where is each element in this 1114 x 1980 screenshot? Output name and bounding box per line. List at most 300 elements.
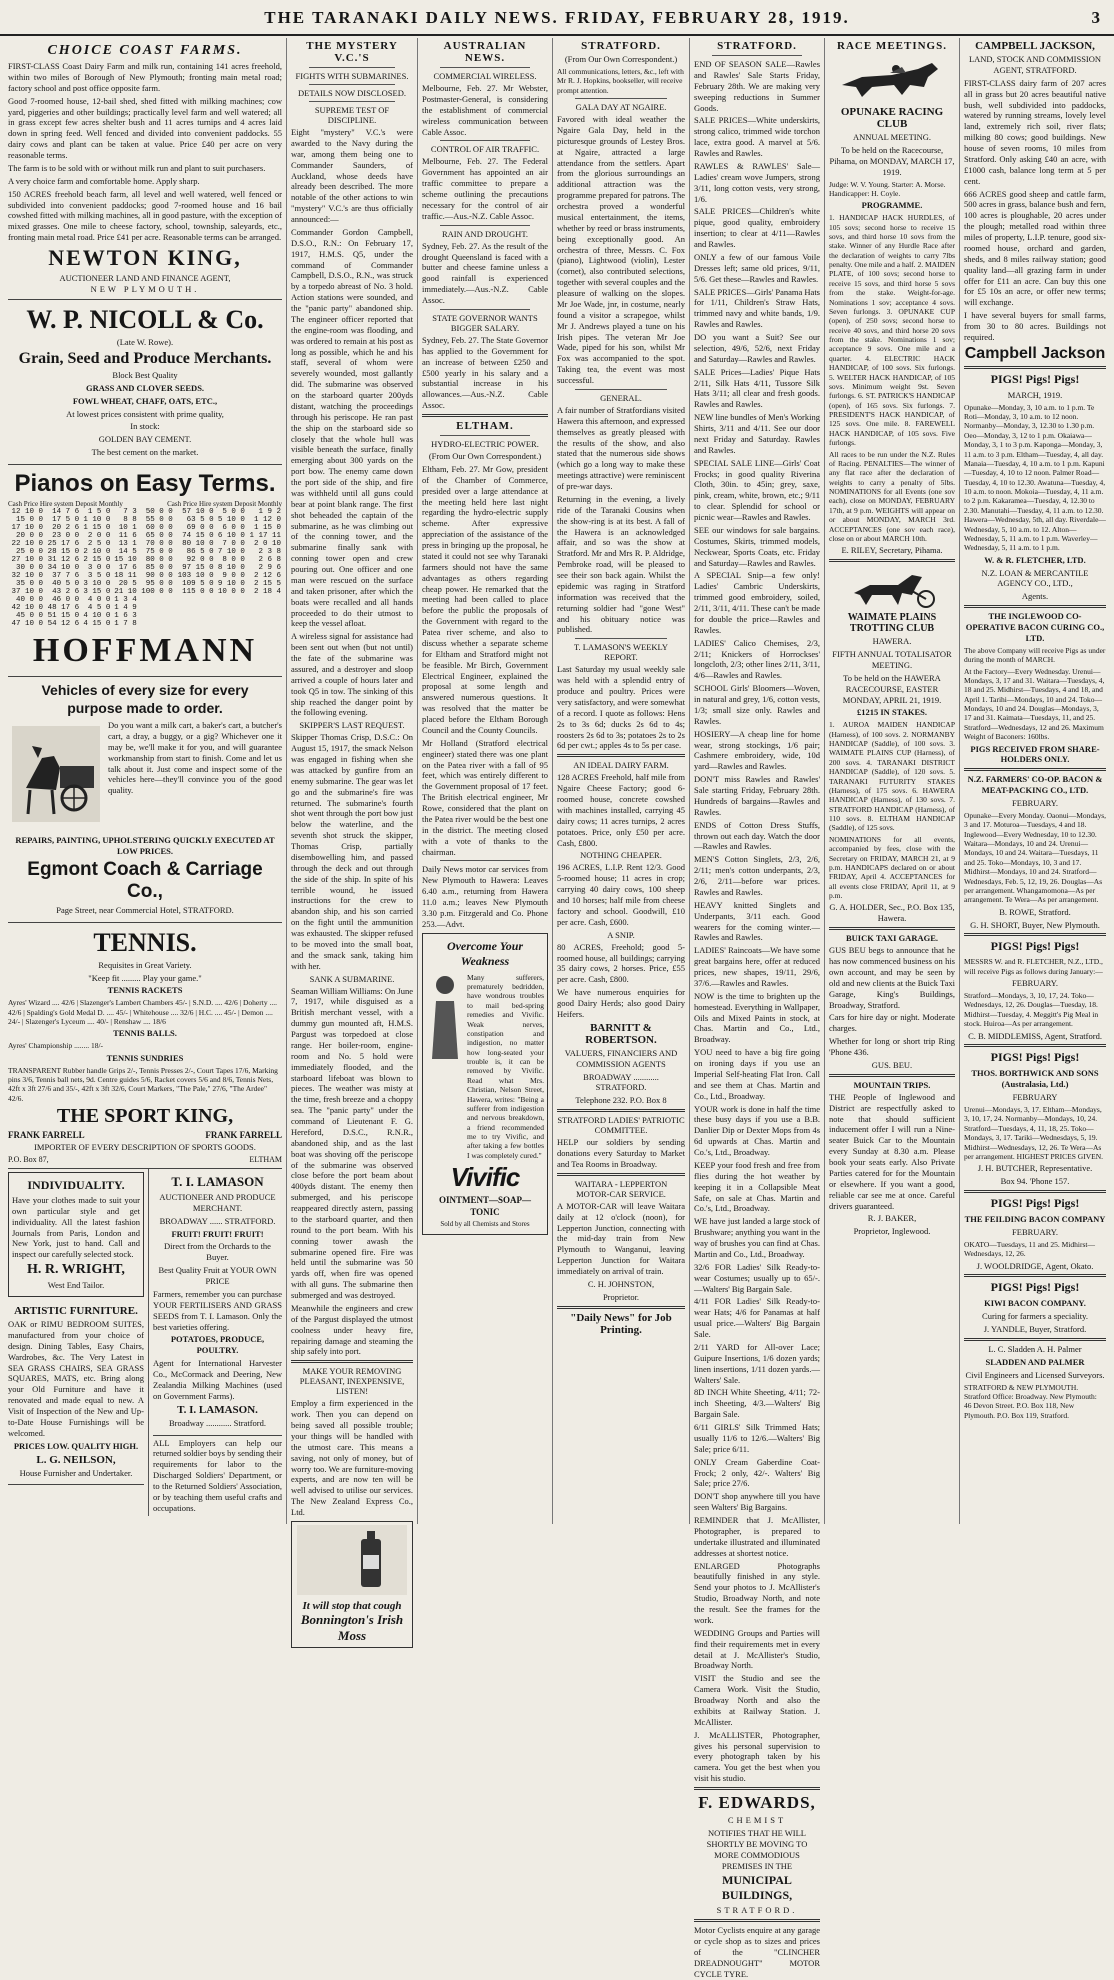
section-heading: RACE MEETINGS. — [837, 40, 947, 52]
ad-text: Judge: W. V. Young. Starter: A. Morse. Handicapper: H. Coyle. — [829, 179, 946, 198]
ad-heading: MAKE YOUR REMOVING PLEASANT, INEXPENSIVE, LISTEN! — [299, 1366, 405, 1397]
ad-text: NOMINATIONS for all events, accompanied by fees, close with the Secretary on FRIDAY, MARCH 21, at 9 p.m. HANDICAPS declared on or about FRIDAY, April 4. ACCEPTANCES for all events close FRIDAY, April 11, at 9 p.m. — [829, 834, 955, 900]
table-cell — [138, 620, 174, 628]
ad-line: FRUIT! FRUIT! FRUIT! — [171, 1228, 264, 1239]
table-cell: 1 4 9 — [114, 604, 137, 612]
table-cell: 3 0 0 — [87, 564, 111, 572]
article-text: Meanwhile the engineers and crew of the Pargust displayed the utmost coolness under heavy fire, repairing damage and steaming the ship safely into port. — [291, 1302, 413, 1357]
ad-line: To be held on the HAWERA RACECOURSE, EASTER MONDAY, APRIL 21, 1919. — [842, 672, 942, 705]
table-cell: 20 0 0 — [16, 532, 44, 540]
ad-heading: OPUNAKE RACING CLUB — [840, 106, 944, 130]
ad-text: Agent for International Harvester Co., McCormack and Deering, New Zealandia Milking Machines (used on Government Farms). — [153, 1358, 282, 1401]
ad-line: To be held on the Racecourse, Pihama, on MONDAY, MARCH 17, 1919. — [829, 144, 955, 177]
table-row — [8, 580, 282, 588]
ad-line: B. ROWE, Stratford. — [999, 906, 1071, 917]
table-cell: 17 10 0 — [11, 524, 44, 532]
ad-line: FIFTH ANNUAL TOTALISATOR MEETING. — [832, 649, 952, 670]
table-cell: 1 10 0 — [83, 516, 111, 524]
ad-name: F. EDWARDS, — [698, 1793, 816, 1812]
table-cell: 50 0 0 — [145, 508, 173, 516]
table-cell: 10 0 0 — [217, 588, 245, 596]
table-cell: 23 0 0 — [52, 532, 80, 540]
section-heading: STRATFORD. — [717, 40, 797, 52]
ad-jobprint: "Daily News" for Job Printing. — [570, 1311, 672, 1336]
table-row — [8, 516, 282, 524]
ad-text: Motor Cyclists enquire at any garage or cycle shop as to sizes and prices of the "CLINCHER DREADNOUGHT" MOTOR CYCLE TYRE. — [694, 1925, 820, 1979]
classified-ad: RAWLES & RAWLES' Sale—Ladies' cream wove Jumpers, strong 3/11, long cotton vests, very strong, 1/6. — [694, 160, 820, 204]
ad-line: MUNICIPAL BUILDINGS, — [721, 1873, 793, 1903]
table-cell: 5 10 0 — [217, 516, 245, 524]
ad-text: The farm is to be sold with or without milk run and plant to suit purchasers. — [8, 162, 266, 173]
ad-text: Ayres' Championship ........ 18/- — [8, 1041, 104, 1051]
table-cell: 8 8 — [123, 516, 137, 524]
ad-line: AUCTIONEER AND PRODUCE MERCHANT. — [159, 1191, 276, 1213]
classified-ad: SALE PRICES—Children's white pique, good quality, embroidery insertion; to clear at 4/11—Rawles and Rawles. — [694, 206, 820, 249]
table-cell: 13 1 — [118, 540, 137, 548]
ad-brand: Vivific — [450, 1162, 520, 1193]
table-cell — [246, 596, 282, 604]
ad-heading: AN IDEAL DAIRY FARM. — [573, 760, 669, 771]
article-byline: (From Our Own Correspondent.) — [564, 54, 678, 64]
ad-heading: STRATFORD LADIES' PATRIOTIC COMMITTEE. — [557, 1115, 685, 1136]
ad-line: Agents. — [1021, 591, 1049, 602]
ad-line: Proprietor, Inglewood. — [853, 1226, 931, 1237]
table-cell: 2 15 0 — [83, 556, 111, 564]
ad-subline: (Late W. Rowe). — [116, 337, 174, 347]
table-cell: 69 0 0 — [186, 524, 214, 532]
ad-text: OKATO—Tuesdays, 11 and 25. Midhirst—Wednesdays, 12, 26. — [964, 1239, 1095, 1259]
column-1 — [4, 38, 287, 1524]
table-cell: 80 0 0 — [145, 556, 173, 564]
ad-subline: Requisites in Great Variety. — [98, 959, 192, 970]
section-label: TENNIS SUNDRIES — [106, 1052, 184, 1063]
article-text: Mr Holland (Stratford electrical engineer) stated there was one plant on the Patea river with a fall of 95 feet, which was entirely different to the Government proposal of 17 feet. The British electrical engineer, Mr Rowe, considered that the plant on the Patea river would be the best one in the district. The meeting closed with a vote of thanks to the chairman. — [422, 737, 548, 857]
table-cell: 46 0 0 — [52, 596, 80, 604]
ad-line: IMPORTER OF EVERY DESCRIPTION OF SPORTS GOODS. — [34, 1142, 256, 1152]
ad-subline: NEW PLYMOUTH. — [90, 284, 200, 294]
classified-ad: SALE Prices—Ladies' Pique Hats 2/11, Silk Hats 4/11, Tussore Silk Hats 3/11; all clear and fresh goods. Rawles and Rawles. — [694, 366, 820, 410]
ad-text: Have your clothes made to suit your own particular style and get individuality. All the latest fashion Journals from Paris, London and New York, just to hand. Call and inspect our carefully selected stock. — [12, 1194, 140, 1260]
table-cell: 1 9 2 — [258, 508, 281, 516]
section-label: TENNIS BALLS. — [113, 1028, 177, 1039]
price-table — [8, 508, 282, 628]
ad-heading: THE INGLEWOOD CO-OPERATIVE BACON CURING CO., LTD. — [965, 611, 1105, 643]
ad-line: The best cement on the market. — [91, 447, 199, 458]
table-cell: 5 0 0 — [222, 508, 245, 516]
table-cell: 1 5 0 — [87, 508, 111, 516]
classified-ad: SPECIAL SALE LINE—Girls' Coat Frocks; in good quality Riverina Cloth, 30in. to 45in; grey, saxe, pink, cream, white, brown, etc.; 9/11 to clear. Splendid for school or picnic wear—Rawles and Rawles. — [694, 457, 820, 522]
table-cell: 1 12 0 — [253, 516, 281, 524]
ad-heading: THOS. BORTHWICK AND SONS (Australasia, Ltd.) — [971, 1068, 1099, 1090]
article-subheading: HYDRO-ELECTRIC POWER. — [431, 439, 539, 449]
classified-ad: SALE PRICES—White underskirts, strong calico, trimmed wide torchon lace, extra good. A marvel at 5/6. Rawles and Rawles. — [694, 115, 820, 158]
table-cell: 57 10 0 — [182, 508, 214, 516]
article-subheading: FIGHTS WITH SUBMARINES. — [295, 71, 409, 81]
table-cell: 43 2 6 — [52, 588, 80, 596]
ad-line: Best Quality Fruit at YOUR OWN PRICE — [158, 1265, 277, 1286]
table-cell: 28 15 0 — [47, 548, 80, 556]
classified-ad: SEE our windows for sale bargains. Costumes, Skirts, trimmed models, Neckwear, Sports Coats, etc. Friday and Saturday—Rawles and Rawles. — [694, 524, 820, 568]
table-cell: 1 15 0 — [83, 524, 111, 532]
column-6 — [825, 38, 960, 1524]
table-cell: 45 0 0 — [16, 612, 44, 620]
ad-heading: MOUNTAIN TRIPS. — [853, 1079, 931, 1090]
table-cell: 75 0 0 — [145, 548, 173, 556]
table-cell: 27 10 0 — [11, 556, 44, 564]
classified-ad: ENDS of Cotton Dress Stuffs, thrown out each day. Watch the door—Rawles and Rawles. — [694, 819, 820, 852]
table-cell: 2 5 0 — [87, 540, 111, 548]
ad-subline: AUCTIONEER LAND AND FINANCE AGENT, — [59, 273, 231, 283]
article-subheading: COMMERCIAL WIRELESS. — [433, 71, 537, 81]
table-cell — [138, 596, 174, 604]
article-text: Sydney, Feb. 27. As the result of the drought Queensland is faced with a butter and cheese famine unless a good rainfall is experienced immediately.—Aus.-N.Z. Cable Assoc. — [422, 240, 548, 305]
ad-employers: ALL Employers can help our returned soldier boys by sending their requirements for labor to the Discharged Soldiers' Department, or to the Returned Soldiers' Association, or by teaching them useful crafts and occupations. — [153, 1437, 282, 1513]
table-cell: 2 6 8 — [258, 556, 281, 564]
trotting-horse-icon — [842, 565, 942, 609]
table-cell: 9 10 0 — [217, 580, 245, 588]
table-cell: 6 0 0 — [222, 524, 245, 532]
page-number: 3 — [1091, 8, 1100, 27]
article-text: A wireless signal for assistance had been sent out when (but not until) the fate of the submarine was assured, and a destroyer and sloop arrived a couple of hours later and took Q5 in tow. The sinking of this ship reached the danger point by the following evening. — [291, 631, 413, 718]
ad-text: Good 7-roomed house, 12-bail shed, shed fitted with milking machines; cow yard, piggeries and other buildings; practically level farm and well watered; all in grass except few acres shelter bush and 11 acres turnips and 4 acres laid down in spring feed. Well fenced and divided into convenient paddocks. 55 dairy cows and plant can be taken at value. Price £40 per acre on very reasonable terms. — [8, 95, 282, 160]
ad-heading: THE FEILDING BACON COMPANY — [964, 1214, 1106, 1224]
table-cell: 6 10 0 — [217, 532, 245, 540]
classified-ad: 8D INCH White Sheeting, 4/11; 72-inch Sheeting, 4/3.—Walters' Big Bargain Sale. — [694, 1387, 820, 1420]
ad-line: LAND, STOCK AND COMMISSION AGENT, STRATFORD. — [968, 54, 1102, 75]
table-cell — [215, 596, 246, 604]
ad-line: £1215 IN STAKES. — [857, 707, 927, 718]
ad-name: GUS. BEU. — [871, 1059, 913, 1070]
ad-slogan: It will stop that cough — [302, 1599, 402, 1612]
article-note: All communications, letters, &c., left with Mr R. J. Hopkins, bookseller, will receive prompt attention. — [557, 66, 684, 95]
ad-text: Urenui—Mondays, 3, 17. Eltham—Mondays, 3, 10, 17, 24. Normanby—Mondays, 10, 24. Stratford—Tuesdays, 4, 11, 18, 25. Toko—Mondays, 3, 17. Tariki—Wednesdays, 5, 19. Midhirst—Wednesdays, 12, 26. Te Wera—As per arrangement. HIGHEST PRICES GIVEN. — [964, 1105, 1104, 1161]
table-row — [8, 508, 282, 516]
ad-line: ANNUAL MEETING. — [852, 132, 932, 142]
article-subheading: RAIN AND DROUGHT. — [441, 228, 529, 239]
table-cell — [138, 612, 174, 620]
table-row — [8, 532, 282, 540]
table-cell: 1 7 8 — [114, 620, 137, 628]
table-cell: 30 0 0 — [16, 564, 44, 572]
table-row — [8, 572, 282, 580]
table-row — [8, 564, 282, 572]
ad-text: 80 ACRES, Freehold; good 5-roomed house, all buildings; carrying 35 dairy cows, 2 horses. Price, £55 per acre. Cash, £800. — [557, 941, 685, 985]
table-cell: 25 0 0 — [16, 548, 44, 556]
ad-line: J. H. BUTCHER, Representative. — [977, 1163, 1093, 1174]
table-row — [8, 524, 282, 532]
classified-ad: SCHOOL Girls' Bloomers—Woven, in natural and grey, 1/6, cotton vests, 1/3; small size only. Rawles and Rawles. — [694, 683, 820, 726]
table-cell: 14 7 6 — [52, 508, 80, 516]
table-cell: 37 10 0 — [11, 588, 44, 596]
table-cell: 2 3 8 — [258, 548, 281, 556]
ad-text: 1. HANDICAP HACK HURDLES, of 105 sovs; second horse to receive 15 sovs, and third horse 10 sovs from the stake. Winner of any Hurdle Race after the declaration of weights to carry 7lbs penalty. One mile and a half. 2. MAIDEN PLATE, of 100 sovs; second horse to receive 15 sovs, and third horse 5 sovs from the stake. Weight-for-age. Nominations 1 sov; acceptance 4 sovs. Seven furlongs. 3. OPUNAKE CUP (open), of 250 sovs; second horse to receive 40 sovs, and third horse 20 sovs from the stake. Nominations 1 sov; acceptance 9 sovs. One mile and a quarter. 4. ELECTRIC HACK HANDICAP, of 100 sovs. Six furlongs. 5. WELTER HACK HANDICAP, of 105 sovs. Minimum weight 9st. Seven furlongs. 6. ST. PATRICK'S HANDICAP (open), of 165 sovs. Six furlongs. 7. PRESIDENT'S HACK HANDICAP, of 125 sovs. One mile. 8. FAREWELL HACK HANDICAP, of 105 sovs. Five furlongs. — [829, 213, 955, 448]
classified-ad: HOSIERY—A cheap line for home wear, strong stockings, 1/6 pair; Cashmere embroidery, wide, 10d yard—Rawles and Rawles. — [694, 728, 820, 772]
ad-heading: INDIVIDUALITY. — [27, 1177, 125, 1192]
table-row — [8, 588, 282, 596]
table-cell: 90 0 0 — [145, 572, 173, 580]
table-cell: 2 0 0 — [87, 532, 111, 540]
table-cell: 37 7 6 — [52, 572, 80, 580]
ad-line: BROADWAY ...... STRATFORD. — [159, 1215, 276, 1226]
ad-line: PROGRAMME. — [861, 200, 923, 211]
ad-line: G. A. HOLDER, Sec., P.O. Box 135, Hawera. — [829, 902, 955, 924]
ad-name: BARNITT & ROBERTSON. — [585, 1021, 657, 1046]
ad-vivific — [422, 933, 548, 1235]
ad-text: Many sufferers, prematurely bedridden, have wondrous troubles to mail bed-spring remedies and Vivific. Weak nerves, constipation and indigestion, no matter how long-seated your trouble is, it can be removed by Vivific. Read what Mrs. Christian, Nelson Street, Hawera, writes: "Being a sufferer from indigestion and nervous breakdown, a friend recommended me to try Vivific, and after taking a few bottles I was completely cured." — [467, 972, 544, 1160]
article-text: Eight "mystery" V.C.'s were awarded to the Navy during the war, among them being one to Commander Saunders, of Auckland, whose deeds have already been described. The more notable of the other actions to win "mystery" V.C.'s are thus officially announced:— — [291, 127, 413, 224]
classified-ad: ONLY a few of our famous Voile Dresses left; same old prices, 9/11, 5/6. Get these—Rawles and Rawles. — [694, 251, 820, 284]
table-header: Cash Price Hire system Deposit Monthly — [167, 500, 282, 508]
racehorse-icon — [832, 55, 952, 103]
ad-line: GRASS AND CLOVER SEEDS. — [85, 382, 205, 393]
ad-text: A MOTOR-CAR will leave Waitara daily at 12 o'clock (noon), for Lepperton Junction, connecting with the mid-day train from New Plymouth to Wanganui, leaving Lepperton Junction for Waitara immediately on arrival of train. — [557, 1200, 685, 1276]
table-cell: 7 3 — [123, 508, 137, 516]
classified-ad: REMINDER that J. McAllister, Photographer, is prepared to undertake illustrated and illuminated addresses at shortest notice. — [694, 1515, 820, 1558]
table-cell: 22 10 0 — [11, 540, 44, 548]
ad-tagline: OINTMENT—SOAP—TONIC — [438, 1195, 531, 1217]
table-cell: 109 5 0 — [182, 580, 214, 588]
table-cell: 8 0 0 — [222, 556, 245, 564]
classified-ad: A SPECIAL Snip—a few only! Ladies' Cambric Underskirts, trimmed good embroidery, soiled, 2/11, 3/11, 4/11. These can't be made for double the price—Rawles and Rawles. — [694, 570, 820, 635]
ad-text: STRATFORD & NEW PLYMOUTH. Stratford Office: Broadway. New Plymouth: 46 Devon Street. P.O. Box 118, New Plymouth. P.O. Box 119, Stratford. — [964, 1382, 1097, 1420]
classified-ad: LADIES' Raincoats—We have some great bargains here, offer at reduced prices, new shapes, 19/11, 29/6, 37/6.—Rawles and Rawles. — [694, 945, 820, 988]
column-5 — [690, 38, 825, 1979]
ad-text: FIRST-CLASS Coast Dairy Farm and milk run, containing 141 acres freehold, within two miles of Borough of New Plymouth; fronting main metal road; factory school and post office opposite farm. — [8, 61, 282, 93]
ad-text: HELP our soldiers by sending donations every Saturday to Market and Tea Rooms in Broadway. — [557, 1137, 685, 1169]
table-row — [8, 556, 282, 564]
ad-line: West End Tailor. — [47, 1280, 105, 1291]
table-cell: 35 0 0 — [16, 580, 44, 588]
ad-line: L. C. Sladden A. H. Palmer — [988, 1344, 1082, 1354]
table-cell — [215, 604, 246, 612]
table-cell: 4 10 0 — [83, 612, 111, 620]
table-row — [8, 540, 282, 548]
pigs-heading: PIGS! Pigs! Pigs! — [990, 1196, 1080, 1210]
table-cell: 7 0 0 — [222, 540, 245, 548]
ad-text: Daily News motor car services from New Plymouth to Hawera: Leaves 6.40 a.m., returning from Hawera 11.0 a.m.; leaves New Plymouth 3.30 p.m. Fitzgerald and Co. Phone 253.—Advt. — [422, 864, 548, 929]
ad-line: Civil Engineers and Licensed Surveyors. — [965, 1369, 1105, 1380]
ad-line: POTATOES, PRODUCE, POULTRY. — [170, 1334, 265, 1356]
ad-heading: ARTISTIC FURNITURE. — [14, 1305, 138, 1317]
ad-line: Curing for farmers a speciality. — [982, 1311, 1088, 1322]
ad-line: Telephone 232. P.O. Box 8 — [575, 1095, 667, 1106]
pigs-heading: PIGS! Pigs! Pigs! — [990, 371, 1080, 386]
ad-heading: Overcome Your Weakness — [446, 938, 524, 968]
ad-name: L. G. NEILSON, — [36, 1453, 116, 1466]
article-text: Skipper Thomas Crisp, D.S.C.: On August 15, 1917, the smack Nelson was engaged in fishing when she was attacked by gunfire from an enemy submarine. The gear was let go and the submarine's fire was returned. The submarine's fourth shot went through the port bow just below the waterline, and the seventh shot struck the skipper, Thomas Crisp, partially disembowelling him, and passed through the deck and out through the side of the ship. In spite of his terrible wound, he issued instructions for the crew to abandon ship, and his son carried on the fight until the ammunition was exhausted. The skipper refused to be moved into the small boat, and the smack sank, taking him with her. — [291, 732, 413, 971]
ad-text: GUS BEU begs to announce that he has now commenced business on his own account, and may be seen by old and new clients at the Buick Taxi Garage, King's Buildings, Broadway, Stratford. — [829, 945, 956, 1010]
ad-heading: WAIMATE PLAINS TROTTING CLUB — [847, 612, 937, 635]
ad-line: Page Street, near Commercial Hotel, STRATFORD. — [56, 904, 234, 915]
table-cell: 51 15 0 — [47, 612, 80, 620]
ad-name: W. & R. FLETCHER, LTD. — [984, 554, 1086, 565]
classified-ad: HEAVY knitted Singlets and Underpants, 3/11 each. Good wearers for the coming winter.—Rawles and Rawles. — [694, 899, 820, 943]
article-text: Favored with ideal weather the Ngaire Gala Day, held in the picturesque grounds of Lestey Bros. at Ngaire, attracted a large attendance from the settlers. Apart from the glorious surroundings an additional attraction was the programme prepared for patrons. The orchestra proved a wonderful musical entertainment, the items, whether by reed or brass instruments, being exceptionally good. An orchestra of three, Messrs. C. Fox (piano), Lightwood (violin), Lester (cornet), also contributed selections, together with several couples and the pleasure of walking on the slopes. Mr Joe Wade, jnr, in costume, nearly found a visitor a scrapegoe, whilst Mr J. Andrews played a tune on his Irish pipes. The veteran Mr Joe Wade, piped for his son, whilst Mr Fox was accompanied to the spot. Taking tea, the event was most successful. — [557, 114, 685, 385]
column-3 — [418, 38, 553, 1524]
table-row — [8, 604, 282, 612]
pigs-heading: PIGS! Pigs! Pigs! — [990, 1050, 1080, 1065]
ad-text: Farmers, remember you can purchase YOUR FERTILISERS AND GRASS SEEDS from T. I. Lamason. Only the best varieties offering. — [153, 1288, 282, 1332]
table-cell: 2 18 4 — [253, 588, 281, 596]
ad-text: Cars for hire day or night. Moderate charges. — [829, 1012, 955, 1034]
ad-name: Egmont Coach & Carriage Co., — [27, 858, 263, 902]
ad-name: H. R. WRIGHT, — [27, 1262, 125, 1278]
article-text: Sydney, Feb. 27. The State Governor has applied to the Government for an increase of between £250 and £500 yearly in his salary and a substantial increase in his allowances.—Aus.-N.Z. Cable Assoc. — [422, 334, 548, 411]
table-cell: 40 0 0 — [16, 596, 44, 604]
article-subheading: CONTROL OF AIR TRAFFIC. — [430, 144, 540, 155]
ad-text: 196 ACRES, L.I.P. Rent 12/3. Good 5-roomed house; 11 acres in crop; carrying 40 dairy cows, 100 sheep and 10 horses; half mile from cheese factory and school. Goodwill, £10 per acre. Cash, £600. — [557, 862, 685, 927]
classified-ad: J. McALLISTER, Photographer, gives his personal supervision to every photograph taken by his camera. You get the best when you visit his studio. — [694, 1729, 820, 1784]
article-text: Returning in the evening, a lively ride of the Taranaki Cousins when the show-ring is at its best. A fall of the Hawera is an acknowledged affair, and so was the show at Stratford. Mr and Mrs R. P. Aldridge, Pembroke road, will be pleased to see their son back again. Whilst the epidemic was raging in Stratford information was received that the returning soldier had "gone West" and his obituary notice was published. — [557, 493, 685, 635]
classified-ad: NEW line bundles of Men's Working Shirts, 3/11 and 4/11. See our door next Friday and Saturday. Rawles and Rawles. — [694, 412, 820, 455]
table-cell: 4 15 0 — [83, 620, 111, 628]
ad-bonnington — [291, 1521, 413, 1648]
masthead — [0, 0, 1114, 36]
ad-name: T. I. LAMASON — [171, 1173, 264, 1189]
ad-line: FEBRUARY. — [1012, 798, 1058, 808]
classified-ad: WE have just landed a large stock of Brushware; anything you want in the way of brushes you can find at Chas. Martin and Co., Ltd., Broadway. — [694, 1216, 820, 1259]
ad-text: The above Company will receive Pigs as under during the month of MARCH. — [964, 645, 1106, 665]
article-subheading: T. LAMASON'S WEEKLY REPORT. — [573, 642, 669, 663]
ad-individuality — [8, 1172, 144, 1297]
table-cell: 42 10 0 — [11, 604, 44, 612]
ad-text: I have several buyers for small farms, from 30 to 80 acres. Buildings not required. — [964, 310, 1106, 342]
ad-title: Grain, Seed and Produce Merchants. — [18, 349, 272, 367]
classified-ad: LADIES' Calico Chemises, 2/3, 2/11; Knickers of Horrockses' longcloth, 2/3; other lines 2/11, 3/11, 4/6—Rawles and Rawles. — [694, 637, 820, 681]
table-cell: 55 0 0 — [145, 516, 173, 524]
ad-line: MARCH, 1919. — [1007, 389, 1063, 400]
ad-box: P.O. Box 87, — [8, 1154, 49, 1164]
ad-text: MESSRS W. and R. FLETCHER, N.Z., LTD., will receive Pigs as follows during January:— — [964, 957, 1103, 976]
article-heading: ELTHAM. — [456, 420, 514, 432]
ad-name: R. J. BAKER, — [867, 1213, 917, 1224]
table-cell: 32 10 0 — [11, 572, 44, 580]
woman-illustration-icon — [426, 971, 464, 1061]
ad-text: Stratford—Mondays, 3, 10, 17, 24. Toko—Wednesdays, 12, 26. Douglas—Tuesday, 18. Midhirst—Tuesday, 4. Meggitt's Pig Meal in stock. Huiroa—As per arrangement. — [964, 991, 1099, 1029]
ad-text: All races to be run under the N.Z. Rules of Racing. PENALTIES—The winner of any flat race after the declaration of weights to carry a penalty of 5lbs. NOMINATIONS for all Events (one sov each), close on MONDAY, FEBRUARY 17th, at 9 p.m. WEIGHTS will appear on or about MONDAY, MARCH 3rd. ACCEPTANCES (one sov each race), close on or about MARCH 10th. — [829, 449, 955, 543]
section-label: TENNIS RACKETS — [107, 985, 183, 996]
ad-heading: Pianos on Easy Terms. — [14, 470, 276, 497]
ad-name: NEWTON KING, — [48, 245, 242, 270]
ad-line: Proprietor. — [602, 1291, 640, 1302]
ad-line: BROADWAY ............ STRATFORD. — [583, 1071, 659, 1093]
ad-heading: A SNIP. — [607, 929, 635, 940]
table-cell: 18 11 — [114, 572, 137, 580]
ad-line: FEBRUARY. — [1012, 1226, 1058, 1237]
table-cell — [174, 604, 215, 612]
table-cell — [138, 604, 174, 612]
article-text: Eltham, Feb. 27. Mr Gow, president of the Chamber of Commerce, presided over a large attendance at the meeting held here last night regarding the hydro-electric supply scheme. After expressive appreciation of the assistance of the press in bringing up the proposal, he stated it could not see why Taranaki farmers should not have the same advantages as others regarding cheap power. He remarked that the meeting had been called to place before the public the proposals of the Government with regard to the Patea river scheme, and also to discuss whether a separate scheme for Eltham and Stratford might not be feasible. Mr Birch, Government Electrical Engineer, explained the proposal at some length and answered numerous questions. It was resolved that the matter be placed before the Eltham Borough Council and the County Councils. — [422, 463, 548, 735]
pigs-heading: PIGS! Pigs! Pigs! — [990, 1280, 1080, 1295]
ad-line: E. RILEY, Secretary, Pihama. — [841, 545, 943, 556]
classified-ad: DON'T shop anywhere till you have seen Walters' Big Bargains. — [694, 1491, 820, 1513]
table-cell: 54 12 6 — [47, 620, 80, 628]
article-subheading: SKIPPER'S LAST REQUEST. — [299, 720, 405, 731]
ad-heading: BUICK TAXI GARAGE. — [845, 933, 939, 944]
table-cell: 34 10 0 — [47, 564, 80, 572]
ad-coach — [8, 677, 282, 923]
ad-line: C. B. MIDDLEMISS, Agent, Stratford. — [968, 1030, 1102, 1041]
ad-pianos — [8, 465, 282, 677]
table-cell: 95 0 0 — [145, 580, 173, 588]
table-cell: 2 0 10 — [253, 540, 281, 548]
ad-line: PRICES LOW. QUALITY HIGH. — [13, 1440, 139, 1451]
ad-line: G. H. SHORT, Buyer, New Plymouth. — [970, 919, 1100, 930]
article-heading: THE MYSTERY V.C.'S — [306, 40, 398, 64]
horse-cart-illustration — [8, 718, 104, 833]
table-cell: 7 10 0 — [217, 548, 245, 556]
table-cell: 3 10 0 — [83, 580, 111, 588]
ad-text: A very choice farm and comfortable home. Apply sharp. — [8, 175, 200, 186]
classified-ad: NOW is the time to brighten up the homestead. Everything in Wallpaper, Oils and Mixed Paints in stock, at Chas. Martin and Co., Ltd., Broadway. — [694, 990, 820, 1045]
table-header: Cash Price Hire system Deposit Monthly — [8, 500, 123, 508]
article-subheading: DETAILS NOW DISCLOSED. — [297, 88, 406, 98]
table-cell: 74 15 0 — [182, 532, 214, 540]
article-heading: AUSTRALIAN NEWS. — [443, 40, 527, 64]
article-subheading: STATE GOVERNOR WANTS BIGGER SALARY. — [432, 312, 538, 333]
table-cell: 115 0 0 — [182, 588, 214, 596]
table-cell: 47 10 0 — [11, 620, 44, 628]
ad-subline: "Keep fit ......... Play your game." — [88, 972, 202, 983]
table-cell — [174, 612, 215, 620]
classified-ad: 32/6 FOR Ladies' Silk Ready-to-wear Costumes; usually up to 65/-.—Walters' Big Bargain Sale. — [694, 1261, 820, 1294]
classified-ad: ENLARGED Photographs beautifully finished in any style. Send your photos to J. McAllister's Studio, Broadway North, and note the result. See the frames for the work. — [694, 1560, 820, 1625]
ad-heading: WAITARA - LEPPERTON MOTOR-CAR SERVICE. — [574, 1178, 668, 1199]
ad-text: OAK or RIMU BEDROOM SUITES, manufactured from your choice of design. Dining Tables, Easy Chairs, Wardrobes, &c. The Very Latest in SEA GRASS CHAIRS, SEA GRASS SQUARES, MATS, etc. Bring along your Old Furniture and have it renovated and made equal to new. A Visit of Inspection of the New and Up-to-Date House Furnishings will be welcomed. — [8, 1319, 144, 1438]
table-cell: 2 10 0 — [83, 548, 111, 556]
ad-nicoll — [8, 300, 282, 465]
ad-line: FEBRUARY — [1012, 1092, 1058, 1103]
table-cell — [174, 620, 215, 628]
table-cell: 15 10 — [114, 556, 137, 564]
article-subheading: SUPREME TEST OF DISCIPLINE. — [314, 105, 390, 125]
masthead-title: THE TARANAKI DAILY NEWS. FRIDAY, FEBRUARY 28, 1919. — [264, 8, 850, 27]
table-cell — [246, 620, 282, 628]
table-cell — [174, 596, 215, 604]
table-cell: 65 0 0 — [145, 532, 173, 540]
ad-text: 666 ACRES good sheep and cattle farm, 500 acres in grass, balance bush and fern, 100 acres is ploughable, 20 acres under the plough; metalled road within three miles of property, L.I.P. tenure, good six-roomed house, orchard and garden, sheds, and 8 miles railway station; good quality land—all grazing farm in under offer for £11 an acre. Can buy this one for £5 10s an acre, or offer new terms; will exchange. — [964, 188, 1106, 308]
ad-heading: TENNIS. — [93, 927, 197, 957]
ad-name: CAMPBELL JACKSON, — [975, 40, 1095, 52]
ad-text: Employ a firm experienced in the work. Then you can depend on being saved all possible trouble; your things will be handled with the utmost care. This means a saving, not only of money, but of worry too. We are furniture-moving experts, and are now ten will be well advised to utilise our services. The New Zealand Express Co., Ltd. — [291, 1398, 413, 1517]
article-text: Commander Gordon Campbell, D.S.O., R.N.: On February 17, 1917, H.M.S. Q5, under the command of Commander Campbell, D.S.O., R.N., was struck by a torpedo abreast of No. 3 hold. Action stations were sounded, and the "panic party" abandoned ship. The engineer officer reported that the engine-room was flooding, and was ordered to remain at his post as long as possible, which he and his staff, several of whom were severely wounded, most gallantly did. The submarine was observed on the starboard quarter 200yds distant, watching the proceedings through his periscope. He ran past the ship on the starboard side so closely that the whole hull was visible beneath the surface, finally emerging about 300 yards on the port bow. The enemy came down the port side of the ship, and fire was withheld until all guns could bear at point blank range. The first shot beheaded the captain of the submarine, as he was climbing out of the conning tower, and the submarine finally sank with conning tower open and crew pouring out. One officer and one man were rescued on the surface and taken prisoner, after which the boats were recalled and all hands proceeded to do their utmost to keep the vessel afloat. — [291, 226, 413, 629]
table-cell: 10 1 — [118, 524, 137, 532]
ad-heading: CHOICE COAST FARMS. — [47, 43, 243, 58]
table-cell: 17 6 — [118, 564, 137, 572]
table-row — [8, 612, 282, 620]
ad-line: N.Z. LOAN & MERCANTILE AGENCY CO., LTD., — [981, 567, 1089, 589]
table-cell: 4 0 0 — [87, 596, 111, 604]
table-cell: 1 3 4 — [114, 596, 137, 604]
ad-line: House Furnisher and Undertaker. — [19, 1467, 133, 1478]
table-cell: 40 5 0 — [52, 580, 80, 588]
table-cell: 3 15 0 — [83, 588, 111, 596]
table-cell: 8 10 0 — [217, 564, 245, 572]
table-cell: 4 5 0 — [87, 604, 111, 612]
article-subheading: GALA DAY AT NGAIRE. — [575, 102, 667, 112]
table-cell: 1 6 3 — [114, 612, 137, 620]
ad-brand: Bonnington's Irish Moss — [300, 1611, 404, 1643]
article-text: Last Saturday my usual weekly sale was held with a splendid entry of produce and poultry. Prices were very satisfactory, and were somewhat of a record. I quote as follows: Hens 2s to 3s 6d; ducks 2s 6d to 4s; roosters 2s 6d to 3s; potatoes 2s to 2s 6d per cwt.; apples 4s to 5s per case. — [557, 664, 685, 751]
ad-line: FOWL WHEAT, CHAFF, OATS, ETC., — [72, 395, 218, 406]
table-cell: 100 0 0 — [141, 588, 173, 596]
table-cell: 3 5 0 — [87, 572, 111, 580]
ad-name: W. P. NICOLL & Co. — [26, 305, 264, 334]
ad-tennis — [8, 923, 282, 1169]
table-cell: 80 10 0 — [182, 540, 214, 548]
ad-text: Do you want a milk cart, a baker's cart, a butcher's cart, a dray, a buggy, or a gig? Whichever one it may be, we'll make it for you, and will guarantee workmanship from start to finish. Come and let us talk about it. Just come and inspect some of the vehicles here—they'll convince you of the good quality. — [108, 720, 282, 796]
ad-line: Box 94. 'Phone 157. — [1000, 1176, 1070, 1187]
